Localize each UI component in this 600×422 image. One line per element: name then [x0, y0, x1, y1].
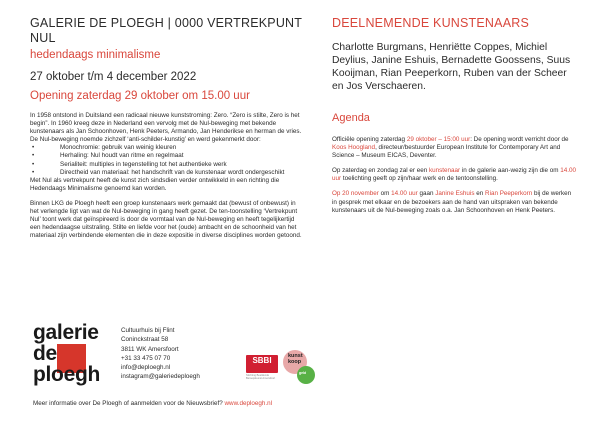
agenda-heading: Agenda	[332, 112, 370, 124]
exhibition-dates: 27 oktober t/m 4 december 2022	[30, 71, 197, 83]
footer-text: Meer informatie over De Ploegh of aanmelden voor de Nieuwsbrief?	[33, 400, 225, 407]
exhibition-title: GALERIE DE PLOEGH | 0000 VERTREKPUNT NUL	[30, 16, 302, 45]
galerie-logo	[33, 322, 100, 385]
address-email[interactable]: info@deploegh.nl	[121, 364, 171, 372]
artists-heading: DEELNEMENDE KUNSTENAARS	[332, 16, 530, 30]
kunstkoop-badge	[297, 366, 315, 384]
address-city: 3811 WK Amersfoort	[121, 345, 179, 353]
list-item: • Directheid van materiaal: het handschrift van de kunstenaar wordt ondergeschikt	[32, 168, 285, 176]
address-block	[121, 326, 200, 382]
exhibition-paragraph: Binnen LKG de Ploegh heeft een groep kunstenaars werk gemaakt dat (bewust of onbewust) in het verlengde ligt van wat de Nul-beweging in gang heeft gezet. De ten-toonstelling ‘Vertrekpunt Nul’ toont werk dat geïnspireerd is door de vormtaal van de Nul-beweging en heeft tegelijkertijd een hedendaagse uitstraling. Stilte en liefde voor het (oude) ambacht en de schoonheid van het materiaal zijn verbindende elementen die in deze expositie in diverse disciplines worden getoond.	[30, 199, 302, 240]
list-item: • Herhaling: Nul houdt van ritme en regelmaat	[32, 152, 184, 160]
address-instagram[interactable]: instagram@galeriedeploegh	[121, 373, 200, 381]
agenda-item-weekend: Op zaterdag en zondag zal er een kunstenaar in de galerie aan-wezig zijn die om 14.00 uur toelichting geeft op zijn/haar werk en de tentoonstelling.	[332, 167, 576, 183]
agenda-item-talk: Op 20 november om 14.00 uur gaan Janine Eshuis en Rian Peeperkorn bij de werken in gesprek met elkaar en de bezoekers aan de hand van uitspraken van bekende kunstenaars uit de Nul-beweging zoals o.a. Jan Schoonhoven en Henk Peeters.	[332, 190, 572, 214]
address-venue: Cultuurhuis bij Flint	[121, 327, 175, 334]
nul-paragraph: Met Nul als vertrekpunt heeft de kunst zich sindsdien verder ontwikkeld in een richting die Hedendaags Minimalisme genoemd kan worden.	[30, 176, 280, 192]
list-item: • Serialiteit: multiples in tegenstelling tot het authentieke werk	[32, 160, 227, 168]
sbbi-logo: SBBI	[246, 355, 278, 373]
website-link[interactable]: www.deploegh.nl	[224, 400, 273, 407]
agenda-item-opening: Officiële opening zaterdag 29 oktober – 15:00 uur: De opening wordt verricht door de Koos Hoogland, directeur/bestuurder European Institute for Contemporary Art and Science – Museum EICAS, Deventer.	[332, 136, 569, 160]
address-phone[interactable]: +31 33 475 07 70	[121, 354, 171, 362]
exhibition-subtitle: hedendaags minimalisme	[30, 49, 161, 61]
left-column	[30, 16, 302, 240]
address-street: Coninckstraat 58	[121, 336, 169, 344]
logo-line3: ploegh	[33, 363, 101, 386]
logo-line2: de	[33, 342, 57, 365]
opening-info: Opening zaterdag 29 oktober om 15.00 uur	[30, 90, 250, 102]
kunstkoop-label: kunst koop	[288, 353, 303, 365]
right-column	[332, 16, 577, 215]
list-item: • Monochromie: gebruik van weinig kleuren	[32, 144, 177, 152]
kunstkoop-badge-label: geld	[299, 371, 307, 375]
logo-line1: galerie	[33, 321, 99, 344]
intro-paragraph: In 1958 ontstond in Duitsland een radicaal nieuwe kunststroming: Zero. “Zero is stilte, Zero is het begin”. In 1960 kreeg deze in Nederland een vervolg met de Nul-beweging met bekende kunstenaars als Jan Schoonhoven, Henk Peeters, Armando, Jan Henderikse en herman de vries. De Nul-beweging noemde zichzelf ‘anti-schilder-kunstig’ en werd gekenmerkt door:	[30, 112, 302, 144]
sbbi-subtitle: Stichting Beeldende Beroepskunst Amersfoort	[246, 374, 276, 380]
characteristics-list	[30, 144, 302, 176]
artists-list: Charlotte Burgmans, Henriëtte Coppes, Michiel Deylius, Janine Eshuis, Bernadette Goossens, Suus Kooijman, Rian Peeperkorn, Ruben van der Scheer en Jos Verschaeren.	[332, 42, 571, 92]
footer-note	[33, 400, 272, 407]
